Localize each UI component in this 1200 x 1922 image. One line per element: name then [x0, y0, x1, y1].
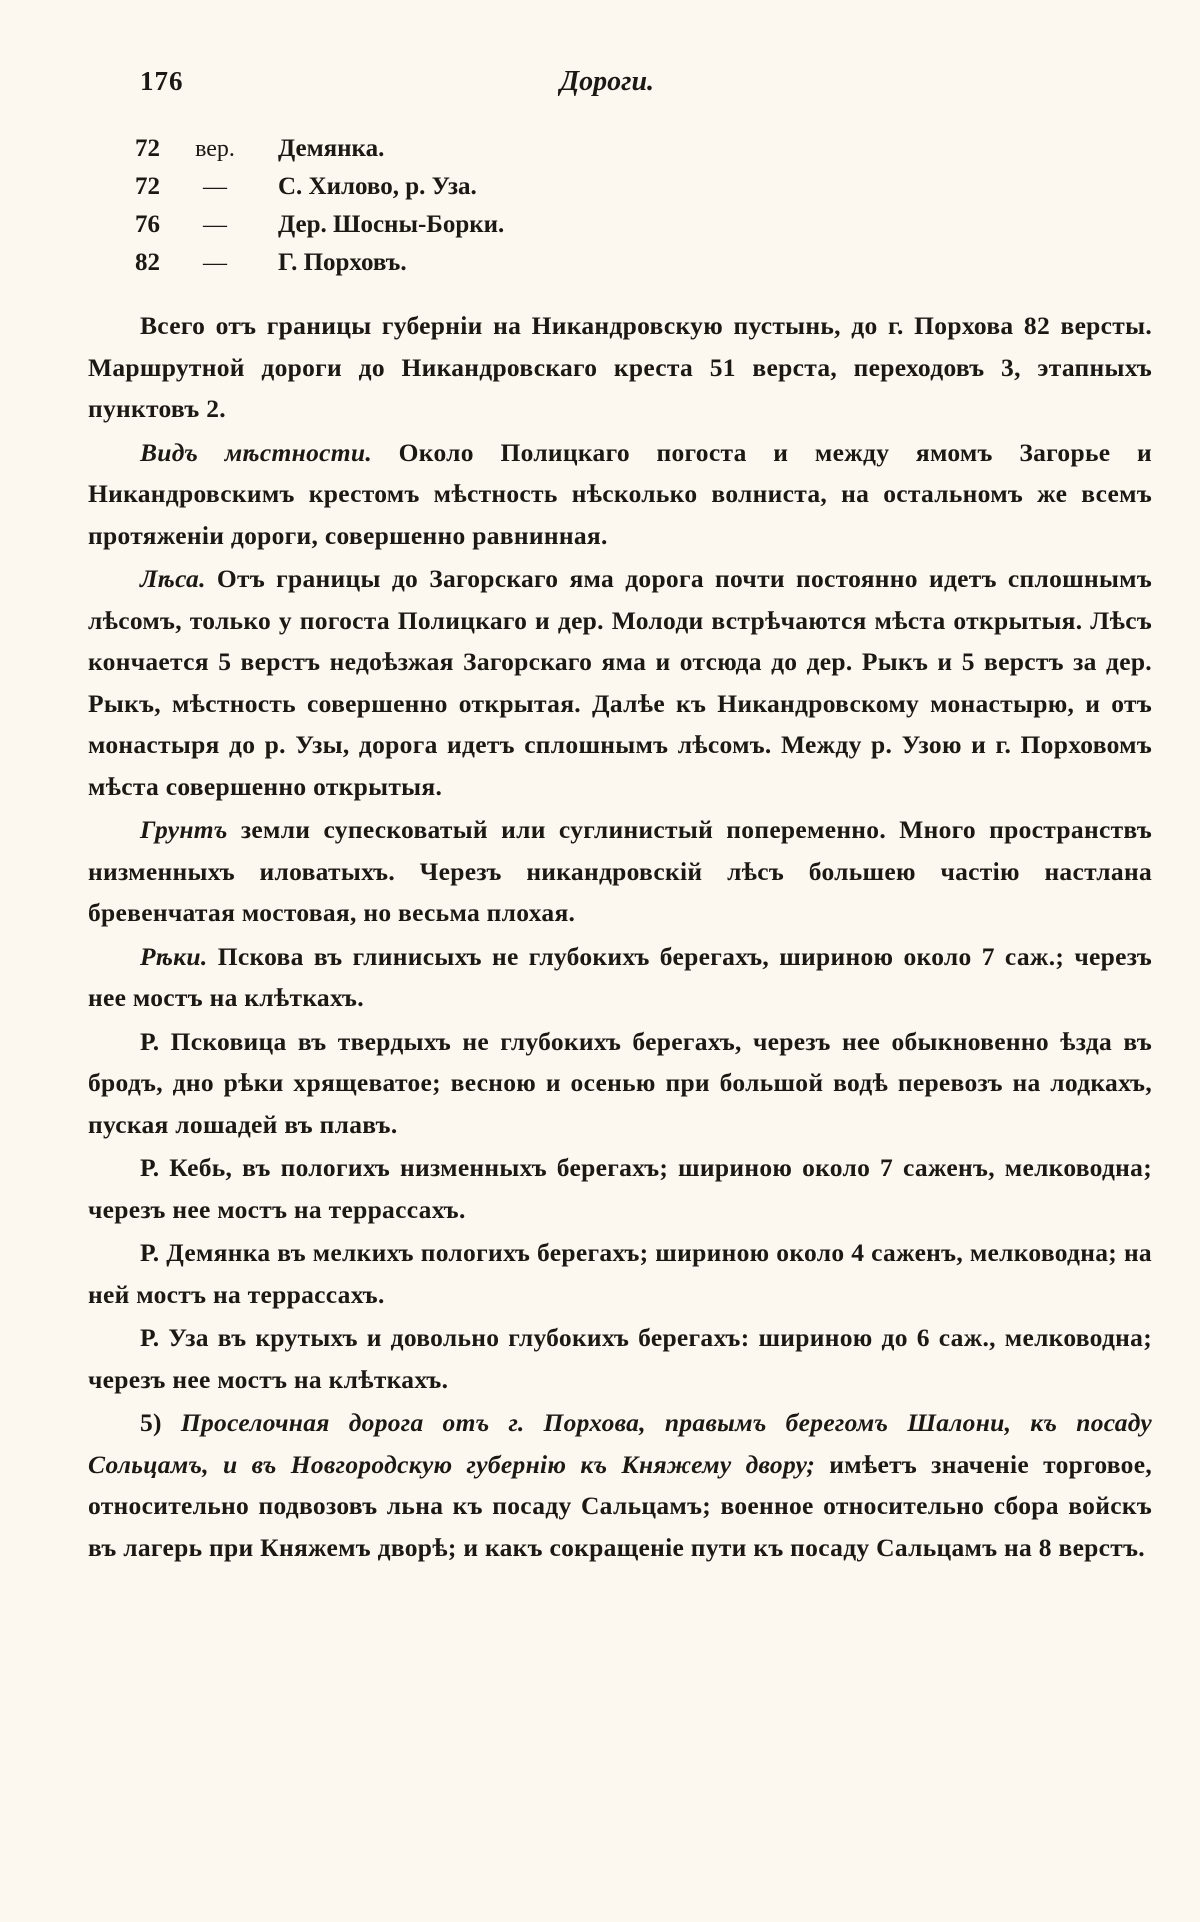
itinerary-place: Демянка.: [278, 135, 385, 162]
paragraph-soil: [88, 809, 1152, 934]
page-number: 176: [140, 66, 184, 96]
itinerary-distance: 76: [135, 211, 160, 238]
route-title: Проселочная дорога отъ г. Порхова, правымъ берегомъ Шалони, къ посаду Сольцамъ, и въ Новгородскую губернію къ Княжему двору;: [88, 1408, 1152, 1479]
itinerary-unit: —: [203, 174, 227, 200]
itinerary-distance: 82: [135, 249, 160, 276]
itinerary-row: [88, 135, 788, 173]
paragraph-terrain: [88, 432, 1152, 557]
paragraph-text: Отъ границы до Загорскаго яма дорога почти постоянно идетъ сплошнымъ лѣсомъ, только у погоста Полицкаго и дер. Молоди встрѣчаются мѣста открытыя. Лѣсъ кончается 5 верстъ недоѣзжая Загорскаго яма и отсюда до дер. Рыкъ и 5 верстъ за дер. Рыкъ, мѣстность совершенно открытая. Далѣе къ Никандровскому монастырю, и отъ монастыря до р. Узы, дорога идетъ сплошнымъ лѣсомъ. Между р. Узою и г. Порховомъ мѣста совершенно открытыя.: [88, 564, 1152, 801]
paragraph-text: Р. Кебь, въ пологихъ низменныхъ берегахъ; шириною около 7 саженъ, мелководна; черезъ нее мостъ на террассахъ.: [88, 1153, 1152, 1224]
itinerary-unit: —: [203, 250, 227, 276]
paragraph-lead: Видъ мѣстности.: [140, 437, 373, 467]
itinerary-table: [88, 135, 788, 287]
paragraph-lead: Рѣки.: [140, 941, 208, 971]
itinerary-distance: 72: [135, 135, 160, 162]
paragraph-number: 5): [140, 1408, 181, 1437]
itinerary-row: [88, 249, 788, 287]
itinerary-place: Дер. Шосны-Борки.: [278, 211, 505, 238]
paragraph-text: Р. Уза въ крутыхъ и довольно глубокихъ берегахъ: шириною до 6 саж., мелководна; черезъ нее мостъ на клѣткахъ.: [88, 1323, 1152, 1394]
running-head: Дороги.: [560, 66, 655, 97]
itinerary-place: Г. Порховъ.: [278, 249, 407, 276]
paragraph-text: Р. Псковица въ твердыхъ не глубокихъ берегахъ, черезъ нее обыкновенно ѣзда въ бродъ, дно рѣки хрящеватое; весною и осенью при большой водѣ перевозъ на лодкахъ, пуская лошадей въ плавъ.: [88, 1026, 1152, 1139]
itinerary-distance: 72: [135, 173, 160, 200]
paragraph-lead: Грунтъ: [140, 815, 228, 844]
paragraph-rivers: [88, 936, 1152, 1019]
paragraph-summary: [88, 305, 1152, 430]
itinerary-place: С. Хилово, р. Уза.: [278, 173, 477, 200]
itinerary-unit: вер.: [195, 136, 235, 162]
paragraph-text: земли супесковатый или суглинистый попеременно. Много пространствъ низменныхъ иловатыхъ. Черезъ никандровскій лѣсъ большею частію настлана бревенчатая мостовая, но весьма плохая.: [88, 815, 1152, 927]
paragraph-text: Р. Демянка въ мелкихъ пологихъ берегахъ; шириною около 4 саженъ, мелководна; на ней мостъ на террассахъ.: [88, 1238, 1152, 1309]
paragraph-river-uza: [88, 1317, 1152, 1400]
paragraph-route-5: [88, 1402, 1152, 1568]
paragraph-text: Пскова въ глинисыхъ не глубокихъ берегахъ, шириною около 7 саж.; черезъ нее мостъ на клѣткахъ.: [88, 941, 1152, 1012]
body-text: [88, 305, 1152, 1568]
paragraph-forests: [88, 558, 1152, 807]
page-header: [140, 66, 1140, 106]
itinerary-row: [88, 211, 788, 249]
paragraph-river-pskovitsa: [88, 1021, 1152, 1146]
itinerary-unit: —: [203, 212, 227, 238]
paragraph-text: имѣетъ значеніе торговое, относительно подвозовъ льна къ посаду Сальцамъ; военное относительно сбора войскъ въ лагерь при Княжемъ дворѣ; и какъ сокращеніе пути къ посаду Сальцамъ на 8 верстъ.: [88, 1449, 1153, 1562]
paragraph-river-demyanka: [88, 1232, 1152, 1315]
itinerary-row: [88, 173, 788, 211]
paragraph-lead: Лѣса.: [140, 564, 206, 593]
paragraph-text: Всего отъ границы губерніи на Никандровскую пустынь, до г. Порхова 82 версты. Маршрутной дороги до Никандровскаго креста 51 верста, переходовъ 3, этапныхъ пунктовъ 2.: [88, 311, 1152, 423]
paragraph-river-keb: [88, 1147, 1152, 1230]
paragraph-text: Около Полицкаго погоста и между ямомъ Загорье и Никандровскимъ крестомъ мѣстность нѣсколько волниста, на остальномъ же всемъ протяженіи дороги, совершенно равнинная.: [88, 437, 1152, 550]
